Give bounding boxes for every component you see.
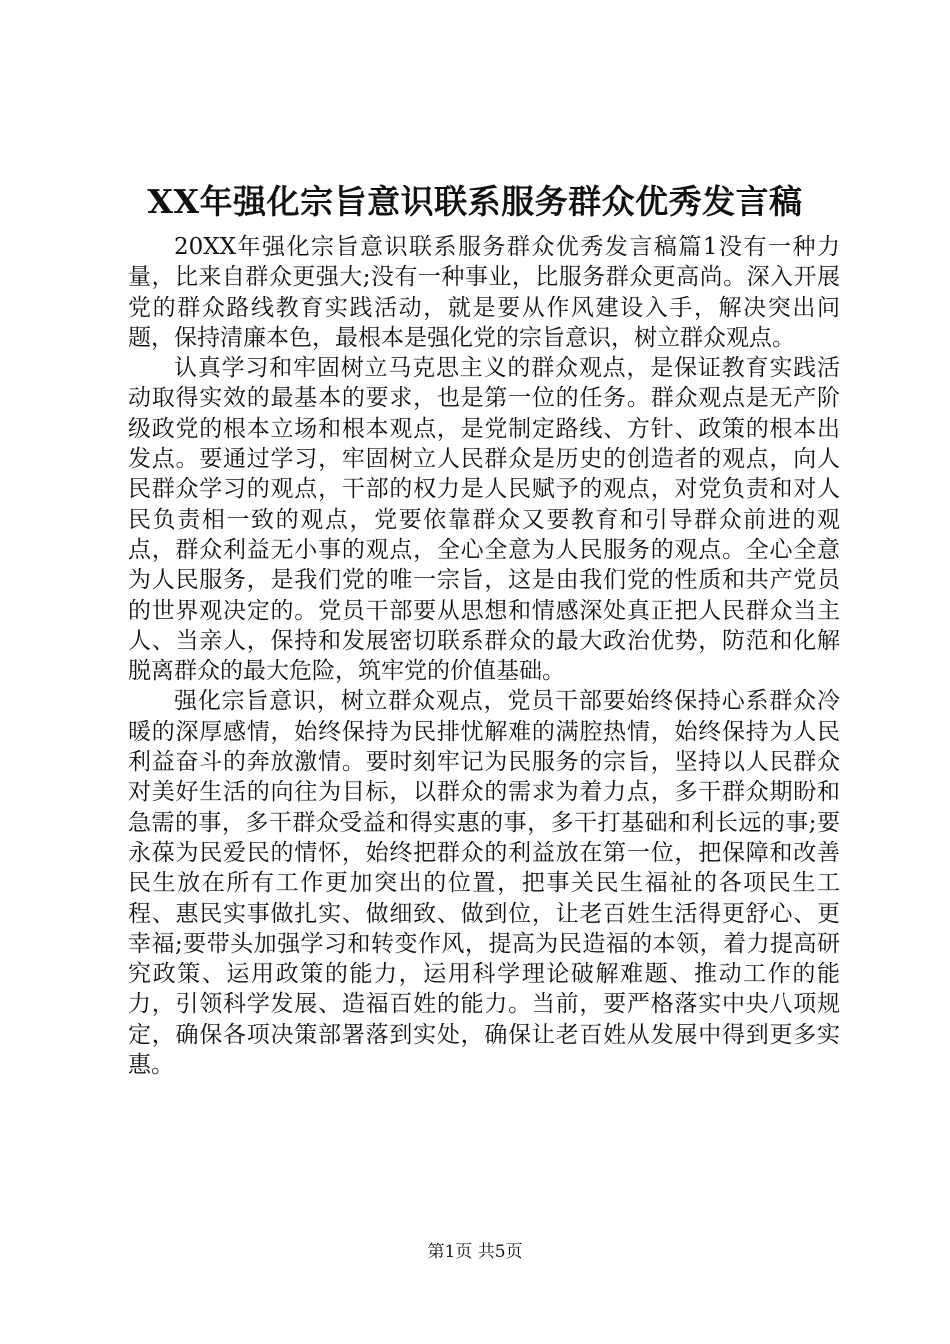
document-body — [128, 232, 840, 1080]
paragraph-2: 认真学习和牢固树立马克思主义的群众观点，是保证教育实践活动取得实效的最基本的要求，也是第一位的任务。群众观点是无产阶级政党的根本立场和根本观点，是党制定路线、方针、政策的根本出发点。要通过学习，牢固树立人民群众是历史的创造者的观点，向人民群众学习的观点，干部的权力是人民赋予的观点，对党负责和对人民负责相一致的观点，党要依靠群众又要教育和引导群众前进的观点，群众利益无小事的观点，全心全意为人民服务的观点。全心全意为人民服务，是我们党的唯一宗旨，这是由我们党的性质和共产党员的世界观决定的。党员干部要从思想和情感深处真正把人民群众当主人、当亲人，保持和发展密切联系群众的最大政治优势，防范和化解脱离群众的最大危险，筑牢党的价值基础。 — [128, 355, 840, 685]
paragraph-1: 20XX年强化宗旨意识联系服务群众优秀发言稿篇1没有一种力量，比来自群众更强大;没有一种事业，比服务群众更高尚。深入开展党的群众路线教育实践活动，就是要从作风建设入手，解决突出问题，保持清廉本色，最根本是强化党的宗旨意识，树立群众观点。 — [128, 234, 840, 351]
document-title: XX年强化宗旨意识联系服务群众优秀发言稿 — [147, 182, 803, 221]
page-number-footer: 第1页 共5页 — [427, 1242, 523, 1262]
paragraph-3: 强化宗旨意识，树立群众观点，党员干部要始终保持心系群众冷暖的深厚感情，始终保持为民排忧解难的满腔热情，始终保持为人民利益奋斗的奔放激情。要时刻牢记为民服务的宗旨，坚持以人民群众对美好生活的向往为目标，以群众的需求为着力点，多干群众期盼和急需的事，多干群众受益和得实惠的事，多干打基础和利长远的事;要永葆为民爱民的情怀，始终把群众的利益放在第一位，把保障和改善民生放在所有工作更加突出的位置，把事关民生福祉的各项民生工程、惠民实事做扎实、做细致、做到位，让老百姓生活得更舒心、更幸福;要带头加强学习和转变作风，提高为民造福的本领，着力提高研究政策、运用政策的能力，运用科学理论破解难题、推动工作的能力，引领科学发展、造福百姓的能力。当前，要严格落实中央八项规定，确保各项决策部署落到实处，确保让老百姓从发展中得到更多实惠。 — [128, 688, 840, 1079]
